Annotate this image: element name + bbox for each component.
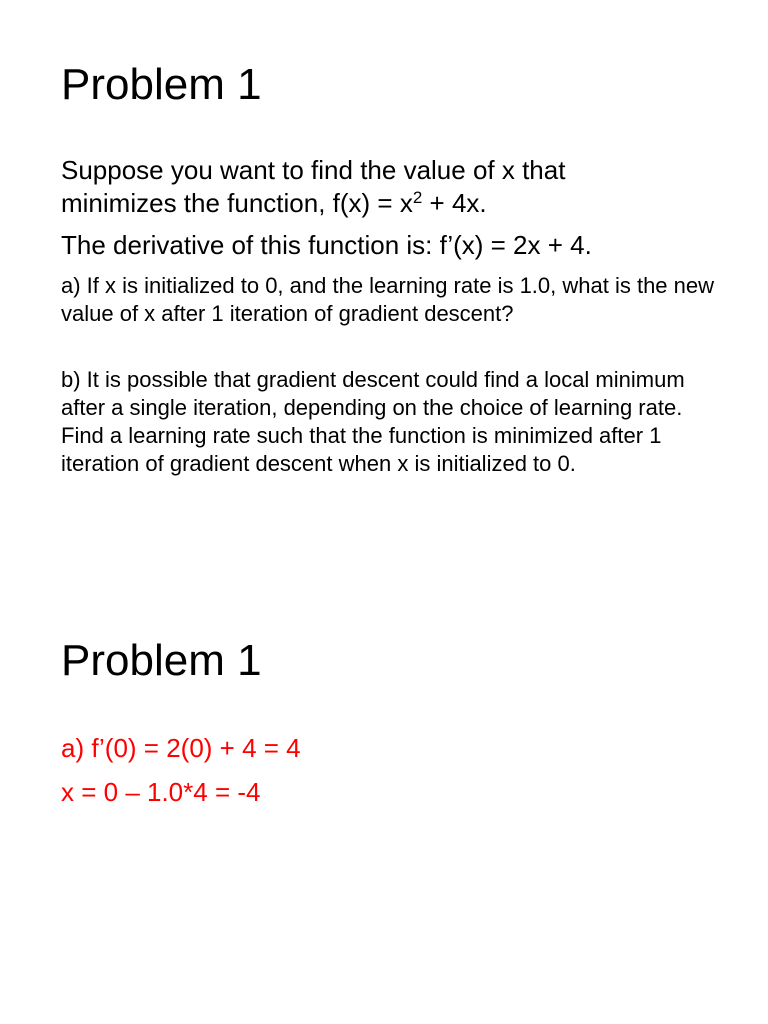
slide-title: Problem 1 (61, 60, 262, 109)
answer-line-1: a) f’(0) = 2(0) + 4 = 4 (61, 733, 301, 763)
derivative-statement: The derivative of this function is: f’(x) = 2x + 4. (61, 230, 592, 260)
intro-line-2-pre: minimizes the function, f(x) = x (61, 188, 413, 218)
slide-answer (0, 512, 768, 1024)
answer-line-2: x = 0 – 1.0*4 = -4 (61, 777, 261, 807)
intro-line-1: Suppose you want to find the value of x that (61, 155, 566, 185)
question-a: a) If x is initialized to 0, and the learning rate is 1.0, what is the new value of x after 1 iteration of gradient descent? (61, 273, 715, 326)
question-b: b) It is possible that gradient descent could find a local minimum after a single iteration, depending on the choice of learning rate. Find a learning rate such that the function is minimized after 1 iteration of gradient descent when x is initialized to 0. (61, 367, 685, 476)
intro-line-2-post: + 4x. (422, 188, 487, 218)
slide-title: Problem 1 (61, 636, 262, 685)
problem-intro (61, 154, 728, 220)
exponent: 2 (412, 188, 423, 207)
